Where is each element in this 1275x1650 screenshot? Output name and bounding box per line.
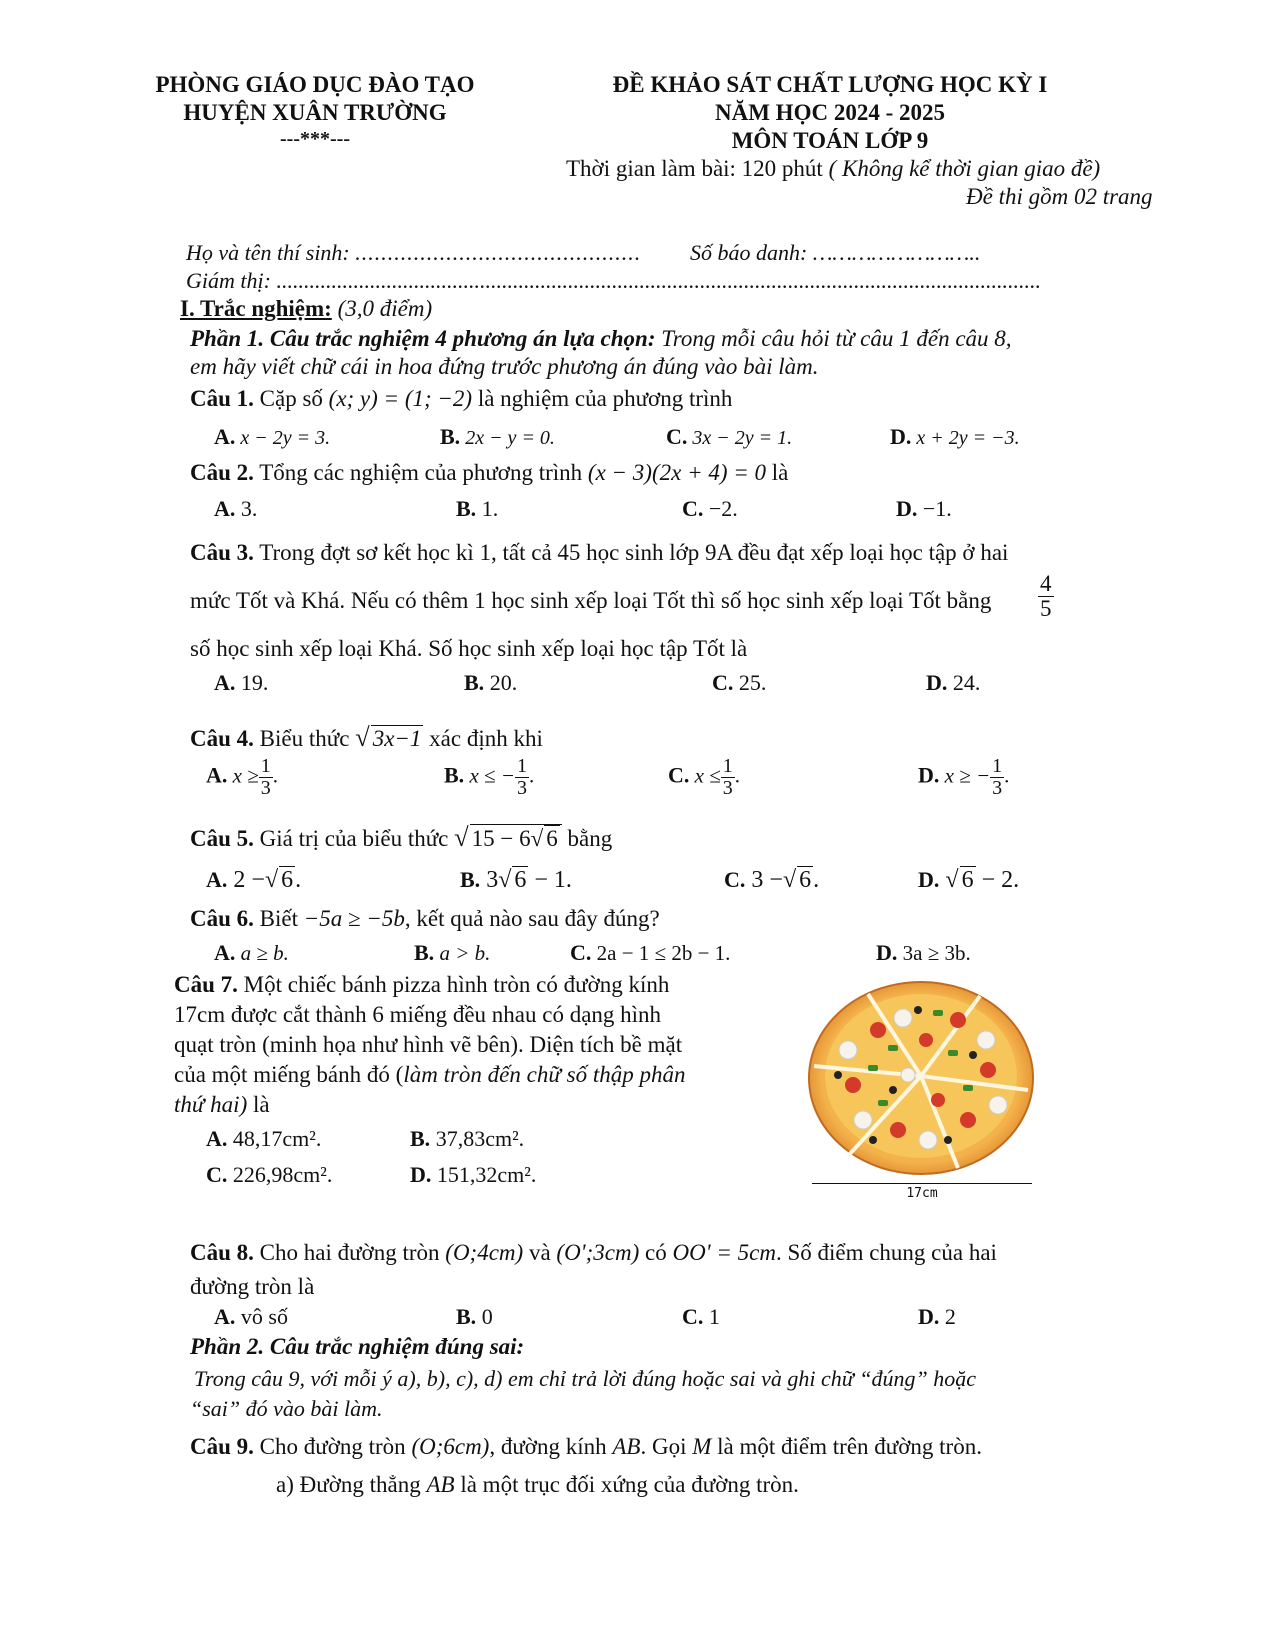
q7-option-c: C. 226,98cm².: [206, 1162, 333, 1187]
q4-option-c: C. x ≤ $\frac{1}{3}$ .: [668, 755, 740, 799]
header-separator: ---***---: [280, 128, 350, 150]
q4-option-a: A. x ≥ $\frac{1}{3}$ .: [206, 755, 278, 799]
q2-label: Câu 2.: [190, 460, 254, 485]
candidate-number-row: [690, 240, 980, 266]
q4-text-b: xác định khi: [429, 726, 543, 751]
q3-option-a: A. 19.: [214, 670, 269, 695]
part1-title: Phần 1. Câu trắc nghiệm 4 phương án lựa chọn:: [190, 326, 656, 351]
sqrt-icon: √: [782, 867, 797, 893]
q3-option-c: C. 25.: [712, 670, 767, 695]
question-1: [190, 386, 732, 412]
pages-note: Đề thi gồm 02 trang: [966, 184, 1153, 209]
question-3-line2: mức Tốt và Khá. Nếu có thêm 1 học sinh xếp loại Tốt thì số học sinh xếp loại Tốt bằng: [190, 588, 992, 613]
question-4: [190, 722, 543, 753]
q2-option-a: A. 3.: [214, 496, 258, 521]
q5-radicand: 15 − 6√ 6: [470, 824, 562, 851]
q5-option-b: B. 3√ 6 − 1.: [460, 867, 572, 893]
question-7-line1: [174, 972, 669, 998]
part2-instructions-line1: Trong câu 9, với mỗi ý a), b), c), d) em chỉ trả lời đúng hoặc sai và ghi chữ “đúng” hoặc: [194, 1366, 976, 1391]
q3-label: Câu 3.: [190, 540, 254, 565]
q7-label: Câu 7.: [174, 972, 238, 997]
pizza-icon: [808, 980, 1034, 1180]
question-7-line4: của một miếng bánh đó (làm tròn đến chữ số thập phân: [174, 1062, 686, 1087]
pizza-caption: 17cm: [906, 1186, 938, 1201]
q1-text-a: Cặp số: [259, 386, 323, 411]
q3-frac-den: 5: [1040, 596, 1052, 622]
q9-item-a: a) Đường thẳng AB là một trục đối xứng của đường tròn.: [276, 1472, 799, 1497]
q8-circle-2: (O';3cm): [556, 1240, 640, 1265]
time-note: ( Không kể thời gian giao đề): [828, 156, 1101, 181]
q1-option-d: D. x + 2y = −3.: [890, 424, 1020, 449]
q1-option-c: C. 3x − 2y = 1.: [666, 424, 793, 449]
dept-name: PHÒNG GIÁO DỤC ĐÀO TẠO: [155, 72, 475, 97]
candidate-name-label: Họ và tên thí sinh:: [186, 240, 350, 265]
q5-text-a: Giá trị của biểu thức: [259, 826, 449, 851]
q1-label: Câu 1.: [190, 386, 254, 411]
q4-label: Câu 4.: [190, 726, 254, 751]
q7-line1: Một chiếc bánh pizza hình tròn có đường kính: [243, 972, 670, 997]
q6-expr: −5a ≥ −5b: [303, 906, 405, 931]
q5-text-b: bằng: [567, 826, 613, 851]
q8-label: Câu 8.: [190, 1240, 254, 1265]
q6-text-b: , kết quả nào sau đây đúng?: [404, 906, 660, 931]
question-7-line2: 17cm được cắt thành 6 miếng đều nhau có dạng hình: [174, 1002, 662, 1027]
q5-option-a: A. 2 −√ 6.: [206, 867, 302, 893]
q1-option-b: B. 2x − y = 0.: [440, 424, 555, 449]
question-8-line2: đường tròn là: [190, 1274, 315, 1299]
q4-radicand: 3x−1: [372, 726, 422, 751]
q1-text-b: là nghiệm của phương trình: [477, 386, 733, 411]
q5-option-d: D. √ 6 − 2.: [918, 867, 1020, 893]
sqrt-icon: √: [454, 822, 469, 852]
q3-frac-num: 4: [1040, 571, 1052, 596]
q9-label: Câu 9.: [190, 1434, 254, 1459]
part1-instr-a: Trong mỗi câu hỏi từ câu 1 đến câu 8,: [661, 326, 1012, 351]
proctor-row: [186, 268, 1136, 294]
scale-line: [812, 1183, 1032, 1184]
sqrt-icon: √: [530, 826, 544, 851]
q7-option-b: B. 37,83cm².: [410, 1126, 525, 1151]
section1-points: (3,0 điểm): [337, 296, 433, 321]
q8-circle-1: (O;4cm): [445, 1240, 524, 1265]
q7-option-d: D. 151,32cm².: [410, 1162, 537, 1187]
pizza-figure: [808, 980, 1034, 1180]
q5-option-c: C. 3 −√ 6.: [724, 867, 820, 893]
district-name: HUYỆN XUÂN TRƯỜNG: [183, 100, 447, 125]
sqrt-icon: √: [264, 867, 279, 893]
exam-title: ĐỀ KHẢO SÁT CHẤT LƯỢNG HỌC KỲ I: [612, 72, 1048, 97]
q7-option-a: A. 48,17cm².: [206, 1126, 322, 1151]
q2-text-b: là: [771, 460, 789, 485]
q8-option-b: B. 0: [456, 1304, 493, 1329]
q5-label: Câu 5.: [190, 826, 254, 851]
q3-line1: Trong đợt sơ kết học kì 1, tất cả 45 học sinh lớp 9A đều đạt xếp loại học tập ở hai: [259, 540, 1009, 565]
section1-heading: [180, 296, 432, 322]
q6-option-d: D. 3a ≥ 3b.: [876, 940, 971, 965]
question-7-line3: quạt tròn (minh họa như hình vẽ bên). Diện tích bề mặt: [174, 1032, 683, 1057]
candidate-name-blank: ............................................: [355, 240, 642, 265]
q3-option-b: B. 20.: [464, 670, 518, 695]
candidate-number-blank: ……………………..: [812, 240, 981, 265]
question-5: [190, 822, 612, 853]
proctor-blank: ...........................................................................................................................................: [276, 268, 1041, 293]
q4-text-a: Biểu thức: [259, 726, 350, 751]
q2-expr: (x − 3)(2x + 4) = 0: [587, 460, 767, 485]
question-9: Câu 9. Cho đường tròn (O;6cm), đường kính AB. Gọi M là một điểm trên đường tròn.: [190, 1434, 982, 1459]
part1-instructions-line1: [190, 326, 1012, 352]
question-7-line5: thứ hai) là: [174, 1092, 270, 1117]
q6-option-c: C. 2a − 1 ≤ 2b − 1.: [570, 940, 731, 965]
q4-option-b: B. x ≤ − $\frac{1}{3}$ .: [444, 755, 535, 799]
sqrt-icon: √: [355, 722, 370, 752]
sqrt-icon: √: [498, 867, 512, 893]
section1-title: I. Trắc nghiệm:: [180, 296, 332, 321]
q3-option-d: D. 24.: [926, 670, 981, 695]
candidate-name-row: [186, 240, 641, 266]
q1-expr: (x; y) = (1; −2): [328, 386, 473, 411]
q4-option-d: D. x ≥ − $\frac{1}{3}$ .: [918, 755, 1010, 799]
sqrt-icon: √: [945, 867, 959, 893]
question-6: [190, 906, 660, 932]
question-3-line1: [190, 540, 1008, 566]
q2-option-b: B. 1.: [456, 496, 499, 521]
candidate-number-label: Số báo danh:: [690, 240, 808, 265]
q8-option-c: C. 1: [682, 1304, 720, 1329]
q3-fraction: [1038, 572, 1054, 621]
question-8-line1: Câu 8. Cho hai đường tròn (O;4cm) và (O';3cm) có OO' = 5cm. Số điểm chung của hai: [190, 1240, 997, 1265]
time-limit: [566, 156, 1100, 182]
q2-option-c: C. −2.: [682, 496, 738, 521]
time-prefix: Thời gian làm bài: 120 phút: [566, 156, 823, 181]
subject: MÔN TOÁN LỚP 9: [731, 128, 929, 153]
q8-option-d: D. 2: [918, 1304, 956, 1329]
q2-option-d: D. −1.: [896, 496, 952, 521]
q6-option-a: A. a ≥ b.: [214, 940, 289, 965]
part2-instructions-line2: “sai” đó vào bài làm.: [190, 1396, 383, 1421]
school-year: NĂM HỌC 2024 - 2025: [715, 100, 945, 125]
q2-text-a: Tổng các nghiệm của phương trình: [259, 460, 583, 485]
proctor-label: Giám thị:: [186, 268, 271, 293]
part2-title: Phần 2. Câu trắc nghiệm đúng sai:: [190, 1334, 525, 1359]
question-3-line3: số học sinh xếp loại Khá. Số học sinh xếp loại học tập Tốt là: [190, 636, 748, 661]
question-2: [190, 460, 788, 486]
part1-instructions-line2: em hãy viết chữ cái in hoa đứng trước phương án đúng vào bài làm.: [190, 354, 819, 379]
q6-text-a: Biết: [259, 906, 298, 931]
q8-distance: OO' = 5cm: [672, 1240, 776, 1265]
q9-circle: (O;6cm): [411, 1434, 490, 1459]
q6-option-b: B. a > b.: [414, 940, 491, 965]
q6-label: Câu 6.: [190, 906, 254, 931]
q8-option-a: A. vô số: [214, 1304, 288, 1329]
q1-option-a: A. x − 2y = 3.: [214, 424, 331, 449]
